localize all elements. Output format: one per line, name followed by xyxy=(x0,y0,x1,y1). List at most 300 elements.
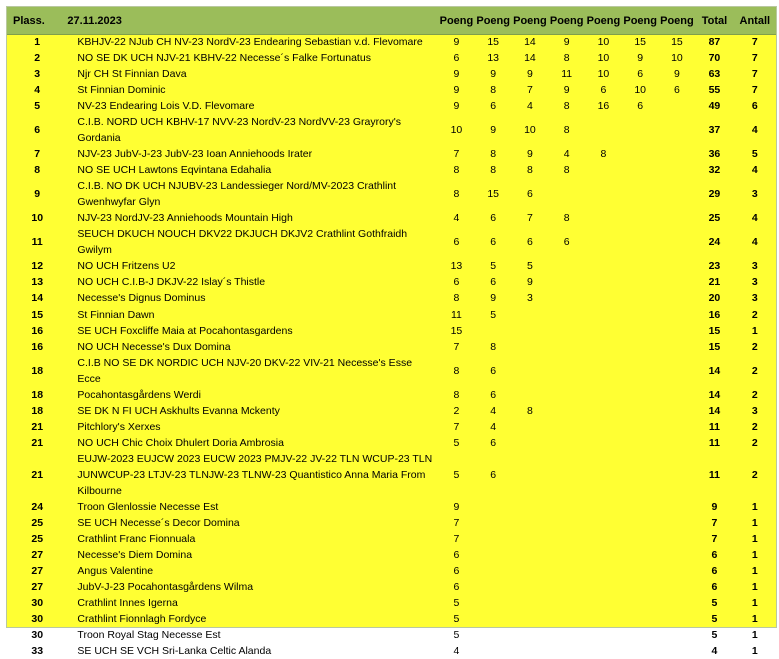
poeng-cell xyxy=(585,114,622,146)
poeng-cell xyxy=(512,435,549,451)
poeng-cell xyxy=(585,403,622,419)
poeng-cell xyxy=(622,403,659,419)
poeng-cell xyxy=(512,515,549,531)
name-cell: Crathlint Fionnlagh Fordyce xyxy=(77,613,207,626)
poeng-cell: 8 xyxy=(490,84,497,97)
table-row xyxy=(7,627,776,643)
poeng-cell: 4 xyxy=(527,100,533,113)
poeng-cell xyxy=(512,307,549,323)
place-cell: 21 xyxy=(31,436,44,449)
poeng-cell xyxy=(659,387,696,403)
name-cell: NO UCH Necesse's Dux Domina xyxy=(77,340,231,353)
name-cell: Troon Glenlossie Necesse Est xyxy=(77,500,219,513)
name-cell: Crathlint Franc Fionnuala xyxy=(77,532,196,545)
table-row xyxy=(7,595,776,611)
table-row xyxy=(7,98,776,114)
poeng-cell xyxy=(622,563,659,579)
place-cell: 10 xyxy=(31,212,44,225)
place-cell: 27 xyxy=(31,565,44,578)
poeng-cell xyxy=(622,435,659,451)
place-cell: 18 xyxy=(31,364,44,377)
poeng-cell xyxy=(585,355,622,387)
poeng-cell xyxy=(585,547,622,563)
antall-cell: 4 xyxy=(751,212,758,225)
name-cell: Crathlint Innes Igerna xyxy=(77,597,178,610)
poeng-cell: 10 xyxy=(671,52,683,65)
poeng-cell: 6 xyxy=(490,212,497,225)
header-antall: Antall xyxy=(739,14,771,27)
poeng-cell: 8 xyxy=(527,404,533,417)
poeng-cell: 5 xyxy=(490,308,497,321)
poeng-cell xyxy=(622,515,659,531)
poeng-cell: 14 xyxy=(524,36,536,49)
poeng-cell xyxy=(548,531,585,547)
place-cell: 18 xyxy=(31,404,44,417)
name-cell: C.I.B NO SE DK NORDIC UCH NJV-20 DKV-22 VIV-21 Necesse's Esse Ecce xyxy=(77,356,413,385)
poeng-cell: 9 xyxy=(453,84,460,97)
poeng-cell xyxy=(622,178,659,210)
poeng-cell: 8 xyxy=(453,364,460,377)
place-cell: 2 xyxy=(34,52,41,65)
poeng-cell xyxy=(622,355,659,387)
table-row xyxy=(7,226,776,258)
name-cell: NO SE DK UCH NJV-21 KBHV-22 Necesse´s Falke Fortunatus xyxy=(77,52,371,65)
poeng-cell xyxy=(548,595,585,611)
poeng-cell: 10 xyxy=(450,124,463,137)
poeng-cell: 7 xyxy=(453,420,460,433)
poeng-cell xyxy=(622,307,659,323)
table-row xyxy=(7,50,776,66)
poeng-cell xyxy=(512,627,549,643)
poeng-cell: 8 xyxy=(453,388,460,401)
poeng-cell: 9 xyxy=(490,292,497,305)
total-cell: 6 xyxy=(711,549,718,561)
poeng-cell xyxy=(585,387,622,403)
name-cell: St Finnian Dawn xyxy=(77,308,155,321)
table-row xyxy=(7,290,776,306)
poeng-cell xyxy=(475,643,512,659)
poeng-cell: 9 xyxy=(563,84,570,97)
header-poeng: Poeng xyxy=(513,14,547,27)
antall-cell: 5 xyxy=(751,148,758,161)
total-cell: 36 xyxy=(708,148,721,161)
poeng-cell xyxy=(585,563,622,579)
poeng-cell xyxy=(622,146,659,162)
poeng-cell: 6 xyxy=(453,565,460,578)
poeng-cell xyxy=(548,435,585,451)
place-cell: 25 xyxy=(31,516,44,529)
header-poeng: Poeng xyxy=(660,14,694,27)
name-cell: St Finnian Dominic xyxy=(77,84,166,97)
name-cell: NJV-23 JubV-J-23 JubV-23 Ioan Anniehoods Irater xyxy=(77,148,313,161)
antall-cell: 1 xyxy=(751,532,758,545)
total-cell: 23 xyxy=(708,260,721,273)
poeng-cell: 4 xyxy=(453,645,460,658)
poeng-cell xyxy=(512,611,549,627)
total-cell: 14 xyxy=(708,404,721,417)
poeng-cell: 10 xyxy=(597,36,610,49)
antall-cell: 1 xyxy=(751,613,758,626)
poeng-cell: 13 xyxy=(487,52,500,65)
total-cell: 20 xyxy=(708,292,721,305)
poeng-cell: 5 xyxy=(453,436,460,449)
place-cell: 16 xyxy=(31,340,44,353)
poeng-cell xyxy=(659,499,696,515)
poeng-cell: 6 xyxy=(453,581,460,594)
poeng-cell: 8 xyxy=(563,100,570,113)
poeng-cell xyxy=(659,451,696,499)
poeng-cell xyxy=(512,339,549,355)
poeng-cell xyxy=(659,307,696,323)
name-cell: NJV-23 NordJV-23 Anniehoods Mountain High xyxy=(77,212,293,225)
poeng-cell: 10 xyxy=(597,52,610,65)
poeng-cell xyxy=(585,323,622,339)
antall-cell: 2 xyxy=(751,364,758,377)
poeng-cell xyxy=(659,435,696,451)
name-cell: SEUCH DKUCH NOUCH DKV22 DKJUCH DKJV2 Crathlint Gothfraidh Gwilym xyxy=(77,228,408,257)
table-row xyxy=(7,114,776,146)
poeng-cell: 10 xyxy=(597,68,610,81)
poeng-cell xyxy=(659,355,696,387)
table-row xyxy=(7,307,776,323)
poeng-cell: 6 xyxy=(490,364,497,377)
poeng-cell xyxy=(585,435,622,451)
poeng-cell: 5 xyxy=(453,613,460,626)
total-cell: 5 xyxy=(711,613,718,626)
name-cell: SE UCH Necesse´s Decor Domina xyxy=(77,516,240,529)
header-plass: Plass. xyxy=(13,14,45,27)
poeng-cell xyxy=(548,563,585,579)
poeng-cell: 8 xyxy=(490,148,497,161)
poeng-cell: 4 xyxy=(563,148,570,161)
antall-cell: 1 xyxy=(751,549,758,561)
name-cell: SE DK N FI UCH Askhults Evanna Mckenty xyxy=(77,404,280,417)
table-row xyxy=(7,82,776,98)
poeng-cell xyxy=(548,419,585,435)
antall-cell: 3 xyxy=(751,276,758,289)
poeng-cell: 6 xyxy=(453,236,460,249)
poeng-cell: 4 xyxy=(490,404,497,417)
poeng-cell xyxy=(659,627,696,643)
total-cell: 15 xyxy=(708,324,721,337)
table-row xyxy=(7,339,776,355)
name-cell: NO UCH Fritzens U2 xyxy=(77,260,176,273)
total-cell: 5 xyxy=(711,629,718,642)
poeng-cell xyxy=(512,531,549,547)
table-row xyxy=(7,34,776,50)
poeng-cell xyxy=(548,339,585,355)
name-cell: Necesse's Diem Domina xyxy=(77,549,193,561)
poeng-cell xyxy=(622,210,659,226)
table-row xyxy=(7,547,776,563)
poeng-cell xyxy=(512,499,549,515)
poeng-cell xyxy=(475,547,512,563)
poeng-cell: 9 xyxy=(674,68,680,81)
poeng-cell xyxy=(585,419,622,435)
poeng-cell: 6 xyxy=(490,436,497,449)
antall-cell: 2 xyxy=(751,388,758,401)
poeng-cell xyxy=(585,515,622,531)
poeng-cell xyxy=(622,531,659,547)
poeng-cell: 9 xyxy=(527,276,533,289)
poeng-cell: 2 xyxy=(453,404,460,417)
poeng-cell: 6 xyxy=(527,236,533,249)
name-cell: JubV-J-23 Pocahontasgårdens Wilma xyxy=(77,581,254,594)
poeng-cell: 15 xyxy=(634,36,647,49)
poeng-cell xyxy=(585,162,622,178)
poeng-cell xyxy=(512,323,549,339)
poeng-cell xyxy=(659,403,696,419)
poeng-cell xyxy=(512,451,549,499)
poeng-cell: 7 xyxy=(453,516,460,529)
poeng-cell xyxy=(659,258,696,274)
place-cell: 3 xyxy=(34,68,41,81)
poeng-cell: 8 xyxy=(453,292,460,305)
poeng-cell xyxy=(659,419,696,435)
poeng-cell: 6 xyxy=(563,236,570,249)
poeng-cell: 8 xyxy=(563,212,570,225)
table-row xyxy=(7,611,776,627)
poeng-cell xyxy=(512,355,549,387)
poeng-cell: 8 xyxy=(600,148,607,161)
poeng-cell: 5 xyxy=(453,597,460,610)
poeng-cell xyxy=(622,387,659,403)
antall-cell: 7 xyxy=(751,36,758,49)
poeng-cell xyxy=(659,339,696,355)
poeng-cell xyxy=(622,595,659,611)
poeng-cell xyxy=(548,627,585,643)
antall-cell: 1 xyxy=(751,324,758,337)
table-row xyxy=(7,435,776,451)
name-cell: SE UCH Foxcliffe Maia at Pocahontasgardens xyxy=(77,324,293,337)
table-row xyxy=(7,178,776,210)
poeng-cell xyxy=(548,258,585,274)
poeng-cell: 8 xyxy=(563,164,570,177)
name-cell: NV-23 Endearing Lois V.D. Flevomare xyxy=(77,100,255,113)
poeng-cell xyxy=(585,226,622,258)
poeng-cell xyxy=(585,451,622,499)
poeng-cell xyxy=(659,531,696,547)
poeng-cell: 9 xyxy=(527,68,533,81)
poeng-cell xyxy=(659,515,696,531)
poeng-cell xyxy=(475,595,512,611)
poeng-cell xyxy=(548,323,585,339)
poeng-cell: 8 xyxy=(527,164,533,177)
name-cell: KBHJV-22 NJub CH NV-23 NordV-23 Endearing Sebastian v.d. Flevomare xyxy=(77,36,423,49)
poeng-cell: 9 xyxy=(453,100,460,113)
antall-cell: 1 xyxy=(751,597,758,610)
antall-cell: 6 xyxy=(751,100,758,113)
name-cell: Njr CH St Finnian Dava xyxy=(77,68,187,81)
table-row xyxy=(7,643,776,659)
total-cell: 11 xyxy=(708,436,720,449)
place-cell: 18 xyxy=(31,388,44,401)
poeng-cell xyxy=(622,611,659,627)
total-cell: 49 xyxy=(708,100,721,113)
poeng-cell xyxy=(622,547,659,563)
place-cell: 27 xyxy=(31,581,44,594)
spreadsheet xyxy=(6,6,777,658)
poeng-cell xyxy=(548,387,585,403)
place-cell: 16 xyxy=(31,324,44,337)
place-cell: 24 xyxy=(31,500,44,513)
total-cell: 21 xyxy=(708,276,721,289)
poeng-cell xyxy=(548,499,585,515)
antall-cell: 4 xyxy=(751,124,758,137)
antall-cell: 1 xyxy=(751,645,758,658)
poeng-cell: 6 xyxy=(453,549,460,561)
antall-cell: 3 xyxy=(751,188,758,201)
place-cell: 21 xyxy=(31,468,44,481)
poeng-cell xyxy=(659,146,696,162)
poeng-cell xyxy=(622,114,659,146)
poeng-cell: 13 xyxy=(450,260,463,273)
header-poeng: Poeng xyxy=(623,14,657,27)
total-cell: 29 xyxy=(708,188,721,201)
antall-cell: 7 xyxy=(751,84,758,97)
poeng-cell xyxy=(659,611,696,627)
place-cell: 13 xyxy=(31,276,44,289)
poeng-cell: 6 xyxy=(490,468,497,481)
total-cell: 25 xyxy=(708,212,721,225)
poeng-cell xyxy=(585,290,622,306)
poeng-cell xyxy=(622,274,659,290)
poeng-cell xyxy=(659,323,696,339)
poeng-cell: 7 xyxy=(453,532,460,545)
poeng-cell: 8 xyxy=(563,124,570,137)
total-cell: 4 xyxy=(711,645,718,658)
poeng-cell: 9 xyxy=(563,36,570,49)
table-row xyxy=(7,499,776,515)
poeng-cell xyxy=(475,579,512,595)
poeng-cell xyxy=(659,290,696,306)
poeng-cell: 8 xyxy=(563,52,570,65)
poeng-cell xyxy=(585,339,622,355)
poeng-cell xyxy=(622,339,659,355)
poeng-cell xyxy=(475,531,512,547)
poeng-cell xyxy=(659,210,696,226)
poeng-cell xyxy=(585,643,622,659)
table-row xyxy=(7,451,776,499)
table-row xyxy=(7,66,776,82)
place-cell: 11 xyxy=(31,236,43,249)
poeng-cell: 6 xyxy=(674,84,680,97)
header-row xyxy=(7,7,776,34)
place-cell: 33 xyxy=(31,645,44,658)
poeng-cell xyxy=(548,355,585,387)
total-cell: 11 xyxy=(708,420,720,433)
place-cell: 30 xyxy=(31,629,44,642)
poeng-cell: 5 xyxy=(453,468,460,481)
poeng-cell xyxy=(659,114,696,146)
poeng-cell: 6 xyxy=(453,52,460,65)
poeng-cell xyxy=(622,419,659,435)
antall-cell: 3 xyxy=(751,404,758,417)
poeng-cell: 16 xyxy=(597,100,610,113)
poeng-cell: 11 xyxy=(561,68,573,81)
poeng-cell: 6 xyxy=(490,100,497,113)
name-cell: SE UCH SE VCH Sri-Lanka Celtic Alanda xyxy=(77,645,272,658)
poeng-cell: 10 xyxy=(634,84,647,97)
poeng-cell xyxy=(622,499,659,515)
antall-cell: 2 xyxy=(751,468,758,481)
name-cell: Angus Valentine xyxy=(77,565,154,578)
poeng-cell xyxy=(659,579,696,595)
total-cell: 9 xyxy=(711,500,718,513)
poeng-cell: 10 xyxy=(524,124,536,137)
table-row xyxy=(7,323,776,339)
antall-cell: 7 xyxy=(751,52,758,65)
poeng-cell xyxy=(585,611,622,627)
total-cell: 55 xyxy=(708,84,721,97)
poeng-cell xyxy=(548,307,585,323)
poeng-cell: 9 xyxy=(490,68,497,81)
poeng-cell xyxy=(475,611,512,627)
poeng-cell xyxy=(475,499,512,515)
antall-cell: 3 xyxy=(751,292,758,305)
poeng-cell xyxy=(548,515,585,531)
poeng-cell: 8 xyxy=(490,164,497,177)
table-row xyxy=(7,515,776,531)
antall-cell: 1 xyxy=(751,500,758,513)
poeng-cell xyxy=(548,451,585,499)
total-cell: 24 xyxy=(708,236,721,249)
antall-cell: 2 xyxy=(751,420,758,433)
name-cell: Pitchlory's Xerxes xyxy=(77,420,161,433)
poeng-cell: 11 xyxy=(450,308,462,321)
poeng-cell: 7 xyxy=(453,148,460,161)
place-cell: 5 xyxy=(34,100,41,113)
poeng-cell xyxy=(585,579,622,595)
header-poeng: Poeng xyxy=(586,14,621,27)
table-row xyxy=(7,274,776,290)
poeng-cell: 5 xyxy=(490,260,497,273)
antall-cell: 4 xyxy=(751,164,758,177)
poeng-cell xyxy=(548,579,585,595)
poeng-cell xyxy=(585,210,622,226)
name-cell: NO UCH Chic Choix Dhulert Doria Ambrosia xyxy=(77,436,284,449)
poeng-cell xyxy=(659,643,696,659)
poeng-cell xyxy=(622,627,659,643)
antall-cell: 4 xyxy=(751,236,758,249)
poeng-cell: 9 xyxy=(527,148,533,161)
poeng-cell: 6 xyxy=(527,188,533,201)
poeng-cell: 9 xyxy=(453,68,460,81)
poeng-cell xyxy=(659,162,696,178)
place-cell: 1 xyxy=(34,36,41,49)
poeng-cell: 9 xyxy=(637,52,644,65)
poeng-cell xyxy=(622,226,659,258)
poeng-cell: 7 xyxy=(453,340,460,353)
poeng-cell xyxy=(659,178,696,210)
name-cell: NO SE UCH Lawtons Eqvintana Edahalia xyxy=(77,164,272,177)
antall-cell: 1 xyxy=(751,516,758,529)
place-cell: 30 xyxy=(31,613,44,626)
poeng-cell xyxy=(659,274,696,290)
poeng-cell xyxy=(585,307,622,323)
poeng-cell xyxy=(512,547,549,563)
name-cell: Pocahontasgårdens Werdi xyxy=(77,388,201,401)
total-cell: 6 xyxy=(711,565,718,578)
poeng-cell: 8 xyxy=(453,188,460,201)
poeng-cell xyxy=(512,595,549,611)
poeng-cell: 6 xyxy=(637,100,644,113)
poeng-cell: 7 xyxy=(527,212,533,225)
poeng-cell xyxy=(659,563,696,579)
poeng-cell xyxy=(475,563,512,579)
poeng-cell xyxy=(548,643,585,659)
total-cell: 15 xyxy=(708,340,721,353)
